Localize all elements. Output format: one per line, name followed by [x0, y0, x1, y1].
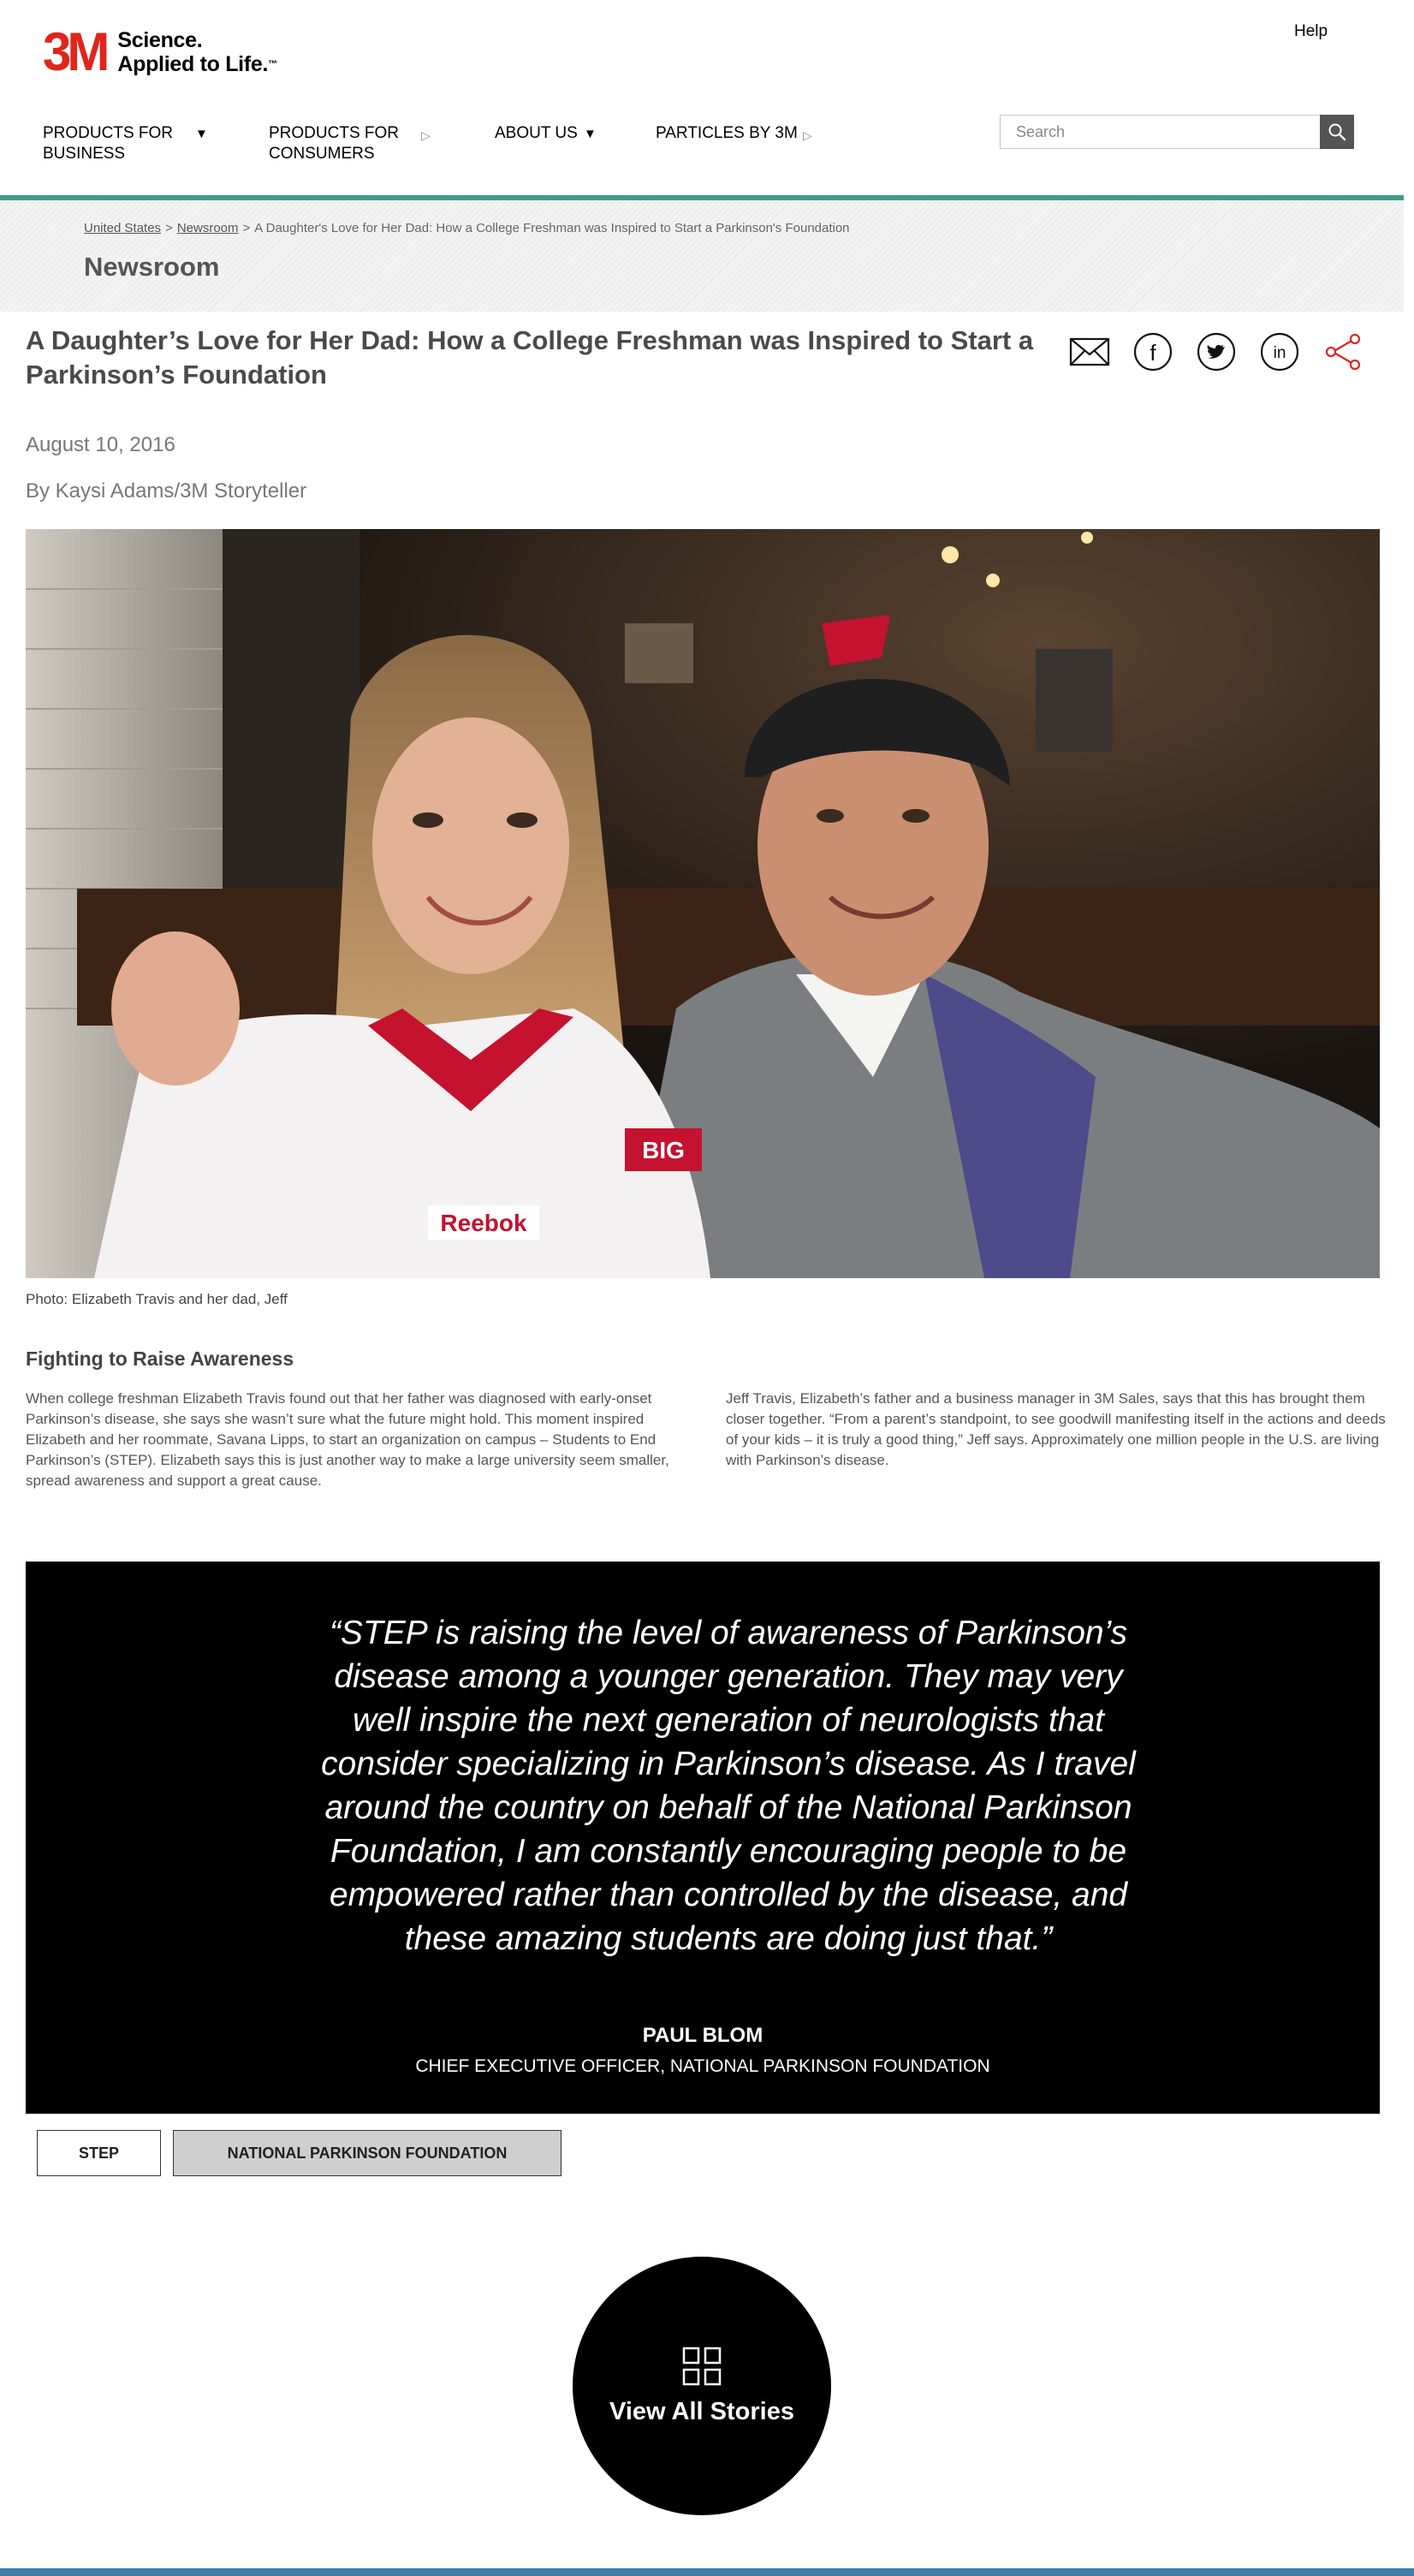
caret-right-icon: ▷ — [803, 128, 812, 142]
breadcrumb-band — [0, 200, 1404, 312]
nav-about-us[interactable] — [495, 123, 666, 144]
tag-step[interactable]: STEP — [37, 2130, 161, 2176]
envelope-icon — [1069, 336, 1110, 367]
search-icon — [1328, 122, 1346, 141]
quote-author: PAUL BLOM — [642, 2024, 763, 2047]
nav-label: CONSUMERS — [269, 145, 375, 163]
linkedin-share-button[interactable] — [1258, 330, 1301, 373]
facebook-share-button[interactable] — [1132, 330, 1174, 373]
facebook-icon — [1132, 331, 1173, 372]
caret-right-icon: ▷ — [421, 128, 431, 142]
share-toolbar — [1068, 330, 1364, 373]
article-paragraph-right: Jeff Travis, Elizabeth’s father and a business manager in 3M Sales, says that this has brought them closer together. “From a parent’s standpoint, to see goodwill manifesting itself in the actions and deeds of your kids – it is truly a good thing,” Jeff says. Approximately one million people in the U.S. are living with Parkinson’s disease. — [726, 1390, 1386, 1468]
article-paragraph-left: When college freshman Elizabeth Travis found out that her father was diagnosed with early-onset Parkinson’s disease, she says she wasn’t sure what the future might hold. This moment inspired Elizabeth and her roommate, Savana Lipps, to start an organization on campus – Students to End Parkinson’s (STEP). Elizabeth says this is just another way to make a large university seem smaller, spread awareness and support a great cause. — [26, 1390, 669, 1489]
breadcrumb-link-newsroom[interactable]: Newsroom — [176, 221, 239, 235]
hero-photo — [26, 529, 1380, 1278]
quote-author-role: CHIEF EXECUTIVE OFFICER, NATIONAL PARKINSON FOUNDATION — [415, 2056, 990, 2076]
caret-down-icon: ▼ — [195, 127, 208, 141]
nav-particles[interactable] — [656, 123, 878, 144]
tag-national-parkinson-foundation[interactable]: NATIONAL PARKINSON FOUNDATION — [173, 2130, 561, 2176]
trademark-symbol: ™ — [268, 59, 277, 69]
jersey-badge-text: BIG — [642, 1137, 685, 1163]
twitter-share-button[interactable] — [1195, 330, 1238, 373]
grid-icon — [682, 2347, 722, 2386]
nav-products-business[interactable] — [43, 123, 214, 164]
article-date: August 10, 2016 — [26, 433, 175, 456]
breadcrumb-separator: > — [165, 221, 173, 235]
jersey-brand-text: Reebok — [440, 1210, 527, 1236]
svg-text:in: in — [1273, 344, 1286, 362]
3m-logo[interactable] — [43, 21, 277, 82]
breadcrumb-separator: > — [242, 221, 251, 235]
twitter-icon — [1196, 331, 1237, 372]
logo-tagline — [117, 28, 276, 76]
nav-label: ABOUT US — [495, 124, 578, 142]
nav-products-consumers[interactable] — [269, 123, 440, 164]
quote-text: “STEP is raising the level of awareness of Parkinson’s disease among a younger generation. They may very well inspire the next generation of neurologists that consider specializing in Parkinson’s disease. As I travel around the country on behalf of the National Parkinson Foundation, I am constantly encouraging people to be empowered rather than controlled by the disease, and these amazing students are doing just that.” — [321, 1615, 1136, 1957]
breadcrumb-link-united-states[interactable]: United States — [84, 221, 162, 235]
nav-label: BUSINESS — [43, 145, 126, 163]
pull-quote — [26, 1562, 1380, 2114]
nav-label: PRODUCTS FOR — [269, 124, 399, 142]
view-all-label: View All Stories — [609, 2397, 794, 2425]
search-input[interactable] — [1000, 115, 1320, 149]
svg-text:f: f — [1150, 340, 1156, 366]
linkedin-icon — [1259, 331, 1300, 372]
breadcrumb-current: A Daughter's Love for Her Dad: How a College Freshman was Inspired to Start a Parkinson's Foundation — [254, 221, 850, 235]
share-more-button[interactable] — [1322, 330, 1364, 373]
logo-tagline-line2: Applied to Life.™ — [117, 52, 277, 76]
section-title: Newsroom — [84, 252, 220, 282]
article-byline: By Kaysi Adams/3M Storyteller — [26, 479, 307, 503]
share-icon — [1322, 331, 1364, 372]
nav-label: PRODUCTS FOR — [43, 124, 173, 142]
logo-mark: 3M — [43, 21, 106, 82]
nav-label: PARTICLES BY 3M — [656, 124, 798, 142]
photo-caption: Photo: Elizabeth Travis and her dad, Jeff — [26, 1291, 288, 1307]
breadcrumb — [84, 221, 850, 235]
email-share-button[interactable] — [1068, 330, 1111, 373]
page-edge — [1404, 0, 1414, 2568]
footer-bar — [0, 2568, 1414, 2576]
site-header — [0, 0, 1414, 199]
search-bar — [1000, 115, 1354, 149]
photo-illustration — [26, 529, 1380, 1278]
view-all-stories-button[interactable] — [573, 2257, 831, 2515]
section-heading: Fighting to Raise Awareness — [26, 1347, 294, 1370]
search-button[interactable] — [1320, 115, 1354, 149]
logo-tagline-line1: Science. — [117, 28, 203, 52]
article-title: A Daughter’s Love for Her Dad: How a College Freshman was Inspired to Start a Parkinson’s Foundation — [26, 325, 1034, 390]
help-link[interactable]: Help — [1294, 22, 1328, 40]
caret-down-icon: ▼ — [584, 127, 597, 141]
